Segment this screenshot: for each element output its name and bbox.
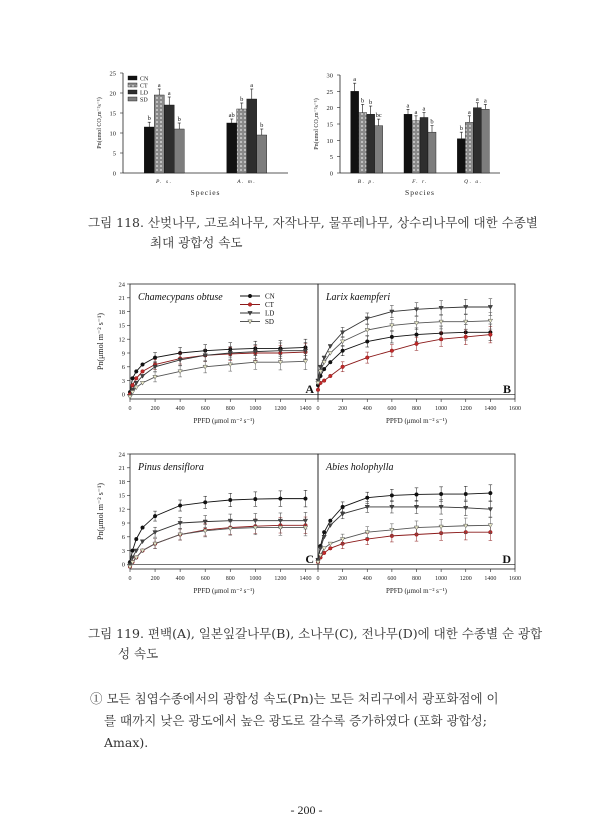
fig118-caption-line2: 최대 광합성 속도 (150, 235, 243, 250)
data-point-ct (439, 337, 443, 341)
category-label: B. p. (357, 179, 376, 185)
x-tick-label: 1600 (509, 406, 521, 412)
data-point-cn (203, 501, 207, 505)
y-tick-label: 0 (112, 170, 116, 178)
category-label: F. r. (412, 179, 428, 185)
bar-sd (481, 109, 489, 173)
y-tick-label: 5 (112, 150, 116, 158)
panel-letter: D (502, 552, 511, 566)
x-axis-label: PPFD (μmol m⁻² s⁻¹) (385, 587, 448, 595)
data-point-ld (134, 381, 138, 385)
data-point-ct (322, 379, 326, 383)
legend-label-cn: CN (140, 76, 149, 83)
series-line-ct (318, 532, 490, 562)
significance-letter: b (369, 99, 373, 107)
series-line-ld (318, 307, 490, 381)
paragraph-line1: ① 모든 침엽수종에서의 광합성 속도(Pn)는 모든 처리구에서 광포화점에 이 (90, 691, 499, 706)
legend-swatch-ct (128, 83, 137, 87)
data-point-cn (390, 494, 394, 498)
significance-letter: b (147, 115, 151, 123)
fig119-chart-top (88, 278, 528, 446)
data-point-cn (228, 498, 232, 502)
x-tick-label: 400 (175, 406, 185, 412)
fig118-caption-line1: 그림 118. 산벚나무, 고로쇠나무, 자작나무, 물푸레나무, 상수리나무에 대한 수종별 (88, 215, 538, 230)
x-tick-label: 600 (200, 406, 210, 412)
data-point-sd (322, 547, 326, 551)
series-line-cn (318, 493, 490, 560)
significance-letter: b (430, 118, 434, 126)
y-axis-label: Pn(umol CO₂m⁻²s⁻¹) (97, 97, 103, 149)
fig119-chart-bottom (88, 448, 528, 616)
x-tick-label: 200 (150, 576, 160, 582)
significance-letter: a (483, 97, 487, 105)
bar-sd (375, 126, 383, 173)
fig119-caption-line2: 성 속도 (118, 646, 159, 661)
data-point-cn (134, 537, 138, 541)
y-tick-label: 0 (121, 561, 125, 569)
x-tick-label: 1200 (274, 406, 287, 412)
x-axis-label: Species (405, 188, 435, 197)
significance-letter: a (406, 102, 410, 110)
x-tick-label: 600 (387, 576, 397, 582)
y-axis-label: Pn(μmol m⁻² s⁻¹) (96, 312, 105, 371)
data-point-cn (153, 514, 157, 518)
data-point-ld (328, 524, 332, 528)
fig118-chart-left (95, 60, 305, 205)
y-tick-label: 6 (121, 534, 125, 542)
significance-letter: a (353, 76, 357, 84)
significance-letter: a (467, 108, 471, 116)
x-tick-label: 200 (338, 406, 348, 412)
significance-letter: bc (375, 112, 382, 120)
data-point-ct (390, 349, 394, 353)
significance-letter: a (250, 82, 254, 89)
y-tick-label: 3 (121, 377, 125, 385)
x-tick-label: 400 (362, 576, 372, 582)
y-tick-label: 15 (326, 121, 333, 129)
y-tick-label: 3 (121, 547, 125, 555)
significance-letter: b (260, 122, 264, 129)
legend-marker-ct (248, 303, 252, 307)
x-tick-label: 1200 (459, 576, 472, 582)
paragraph-line2: 를 때까지 낮은 광도에서 높은 광도로 갈수록 증가하였다 (포화 광합성; (104, 713, 487, 728)
body-paragraph (90, 688, 540, 754)
legend-swatch-ld (128, 90, 137, 94)
y-axis-label: Pn(umol CO₂m⁻²s⁻¹) (314, 98, 320, 150)
data-point-cn (322, 530, 326, 534)
legend-label-ct: CT (265, 301, 274, 309)
data-point-cn (141, 526, 145, 530)
data-point-cn (365, 340, 369, 344)
bar-sd (257, 135, 267, 173)
x-tick-label: 1000 (249, 576, 262, 582)
panel-letter: B (502, 382, 511, 396)
data-point-cn (304, 497, 308, 501)
x-tick-label: 1200 (274, 576, 287, 582)
data-point-cn (489, 491, 493, 495)
data-point-cn (279, 497, 283, 501)
y-tick-label: 24 (118, 281, 125, 289)
x-tick-label: 1200 (459, 406, 472, 412)
legend-label-sd: SD (140, 97, 148, 104)
y-tick-label: 9 (121, 350, 125, 358)
data-point-ct (464, 335, 468, 339)
data-point-cn (365, 496, 369, 500)
data-point-cn (415, 333, 419, 337)
data-point-ct (415, 342, 419, 346)
y-tick-label: 21 (118, 465, 125, 473)
y-tick-label: 15 (118, 322, 125, 330)
x-tick-label: 200 (150, 406, 160, 412)
series-line-ct (318, 335, 490, 390)
fig118-chart-right (312, 60, 517, 205)
y-tick-label: 24 (118, 451, 125, 459)
y-axis-label: Pn(μmol m⁻² s⁻¹) (96, 482, 105, 541)
legend-label-cn: CN (265, 292, 275, 301)
y-tick-label: 10 (109, 130, 116, 138)
y-tick-label: 30 (326, 72, 333, 80)
bar-ct (359, 113, 367, 173)
bar-ld (164, 105, 174, 173)
significance-letter: ab (228, 112, 235, 119)
bar-cn (404, 114, 412, 173)
bar-ct (412, 121, 420, 173)
y-tick-label: 12 (118, 336, 125, 344)
data-point-ct (316, 388, 320, 392)
x-tick-label: 0 (316, 406, 320, 412)
legend-label-ct: CT (140, 83, 148, 90)
x-tick-label: 800 (225, 406, 235, 412)
y-tick-label: 20 (109, 90, 116, 98)
x-tick-label: 1400 (484, 576, 497, 582)
data-point-sd (128, 395, 132, 399)
y-tick-label: 9 (121, 520, 125, 528)
y-tick-label: 5 (329, 154, 333, 162)
bar-sd (174, 129, 184, 173)
bar-cn (144, 127, 154, 173)
significance-letter: a (167, 90, 171, 97)
x-tick-label: 0 (128, 406, 132, 412)
bar-ld (367, 114, 375, 173)
bar-ld (247, 99, 257, 173)
x-tick-label: 1000 (435, 576, 448, 582)
legend-label-ld: LD (265, 309, 275, 318)
y-tick-label: 6 (121, 364, 125, 372)
significance-letter: b (177, 116, 181, 123)
bar-cn (457, 139, 465, 173)
data-point-cn (464, 492, 468, 496)
panel-title: Pinus densiflora (138, 462, 204, 473)
y-tick-label: 18 (118, 308, 125, 316)
x-axis-label: Species (190, 188, 221, 197)
category-label: P. s. (156, 179, 173, 185)
x-tick-label: 800 (225, 576, 235, 582)
data-point-ct (141, 370, 145, 374)
y-tick-label: 18 (118, 478, 125, 486)
x-tick-label: 1000 (249, 406, 262, 412)
bar-ld (473, 108, 481, 173)
bar-ct (154, 95, 164, 173)
significance-letter: b (361, 97, 365, 105)
data-point-ct (341, 365, 345, 369)
bar-ct (237, 109, 247, 173)
data-point-cn (134, 370, 138, 374)
x-tick-label: 600 (387, 406, 397, 412)
legend-swatch-cn (128, 76, 137, 80)
panel-letter: C (305, 552, 314, 566)
bar-ld (420, 117, 428, 173)
data-point-ld (134, 549, 138, 553)
data-point-cn (415, 493, 419, 497)
legend-label-ld: LD (140, 90, 148, 97)
y-tick-label: 15 (109, 110, 116, 118)
y-tick-label: 21 (118, 295, 125, 303)
paragraph-line3: Amax). (104, 735, 149, 750)
data-point-ct (365, 356, 369, 360)
x-tick-label: 400 (362, 406, 372, 412)
x-tick-label: 0 (316, 576, 320, 582)
x-axis-label: PPFD (μmol m⁻² s⁻¹) (193, 417, 255, 425)
x-axis-label: PPFD (μmol m⁻² s⁻¹) (193, 587, 255, 595)
category-label: A. m. (237, 179, 257, 185)
x-tick-label: 200 (338, 576, 348, 582)
y-tick-label: 12 (118, 506, 125, 514)
data-point-ct (329, 374, 333, 378)
x-tick-label: 1400 (484, 406, 497, 412)
x-tick-label: 1400 (299, 406, 312, 412)
data-point-cn (178, 504, 182, 508)
data-point-cn (329, 519, 333, 523)
data-point-cn (341, 505, 345, 509)
data-point-cn (254, 497, 258, 501)
y-tick-label: 15 (118, 492, 125, 500)
x-tick-label: 1600 (509, 576, 521, 582)
bar-cn (351, 91, 359, 173)
x-tick-label: 1400 (299, 576, 312, 582)
significance-letter: a (422, 105, 426, 113)
legend-label-sd: SD (265, 318, 274, 326)
data-point-ct (134, 377, 138, 381)
fig119-caption-line1: 그림 119. 편백(A), 일본잎갈나무(B), 소나무(C), 전나무(D)에 대한 수종별 순 광합 (88, 626, 543, 641)
x-tick-label: 800 (412, 406, 421, 412)
x-axis-label: PPFD (μmol m⁻² s⁻¹) (385, 417, 448, 425)
bar-sd (428, 132, 436, 173)
x-tick-label: 600 (200, 576, 210, 582)
data-point-ct (131, 383, 135, 387)
y-tick-label: 25 (326, 88, 333, 96)
panel-title: Larix kaempferi (326, 292, 391, 303)
panel-letter: A (305, 382, 314, 396)
data-point-ct (329, 547, 333, 551)
y-tick-label: 25 (109, 70, 116, 78)
significance-letter: a (414, 108, 418, 116)
data-point-cn (153, 356, 157, 360)
data-point-cn (341, 349, 345, 353)
significance-letter: b (240, 96, 244, 103)
y-tick-label: 0 (329, 170, 333, 178)
data-point-cn (141, 363, 145, 367)
significance-letter: a (157, 82, 161, 89)
bar-ct (465, 122, 473, 173)
data-point-cn (439, 492, 443, 496)
x-tick-label: 0 (128, 576, 132, 582)
fig118-caption (88, 213, 558, 253)
fig119-caption (88, 624, 558, 664)
y-tick-label: 0 (121, 391, 125, 399)
significance-letter: a (475, 95, 479, 103)
x-tick-label: 1000 (435, 406, 448, 412)
panel-title: Abies holophylla (326, 462, 394, 473)
legend-swatch-sd (128, 97, 137, 101)
data-point-cn (390, 335, 394, 339)
data-point-ld (365, 317, 369, 321)
data-point-cn (322, 367, 326, 371)
series-line-sd (130, 528, 305, 567)
x-tick-label: 800 (412, 576, 421, 582)
data-point-cn (131, 549, 135, 553)
category-label: Q. a. (464, 179, 483, 185)
page-number: - 200 - (290, 803, 323, 817)
y-tick-label: 10 (326, 137, 333, 145)
data-point-ld (328, 345, 332, 349)
legend-marker-cn (248, 294, 252, 298)
y-tick-label: 20 (326, 105, 333, 113)
panel-title: Chamecypans obtuse (138, 292, 223, 303)
data-point-ct (489, 333, 493, 337)
data-point-cn (131, 377, 135, 381)
significance-letter: b (459, 125, 463, 133)
data-point-cn (329, 360, 333, 364)
data-point-ct (322, 551, 326, 555)
bar-cn (227, 123, 237, 173)
x-tick-label: 400 (175, 576, 185, 582)
